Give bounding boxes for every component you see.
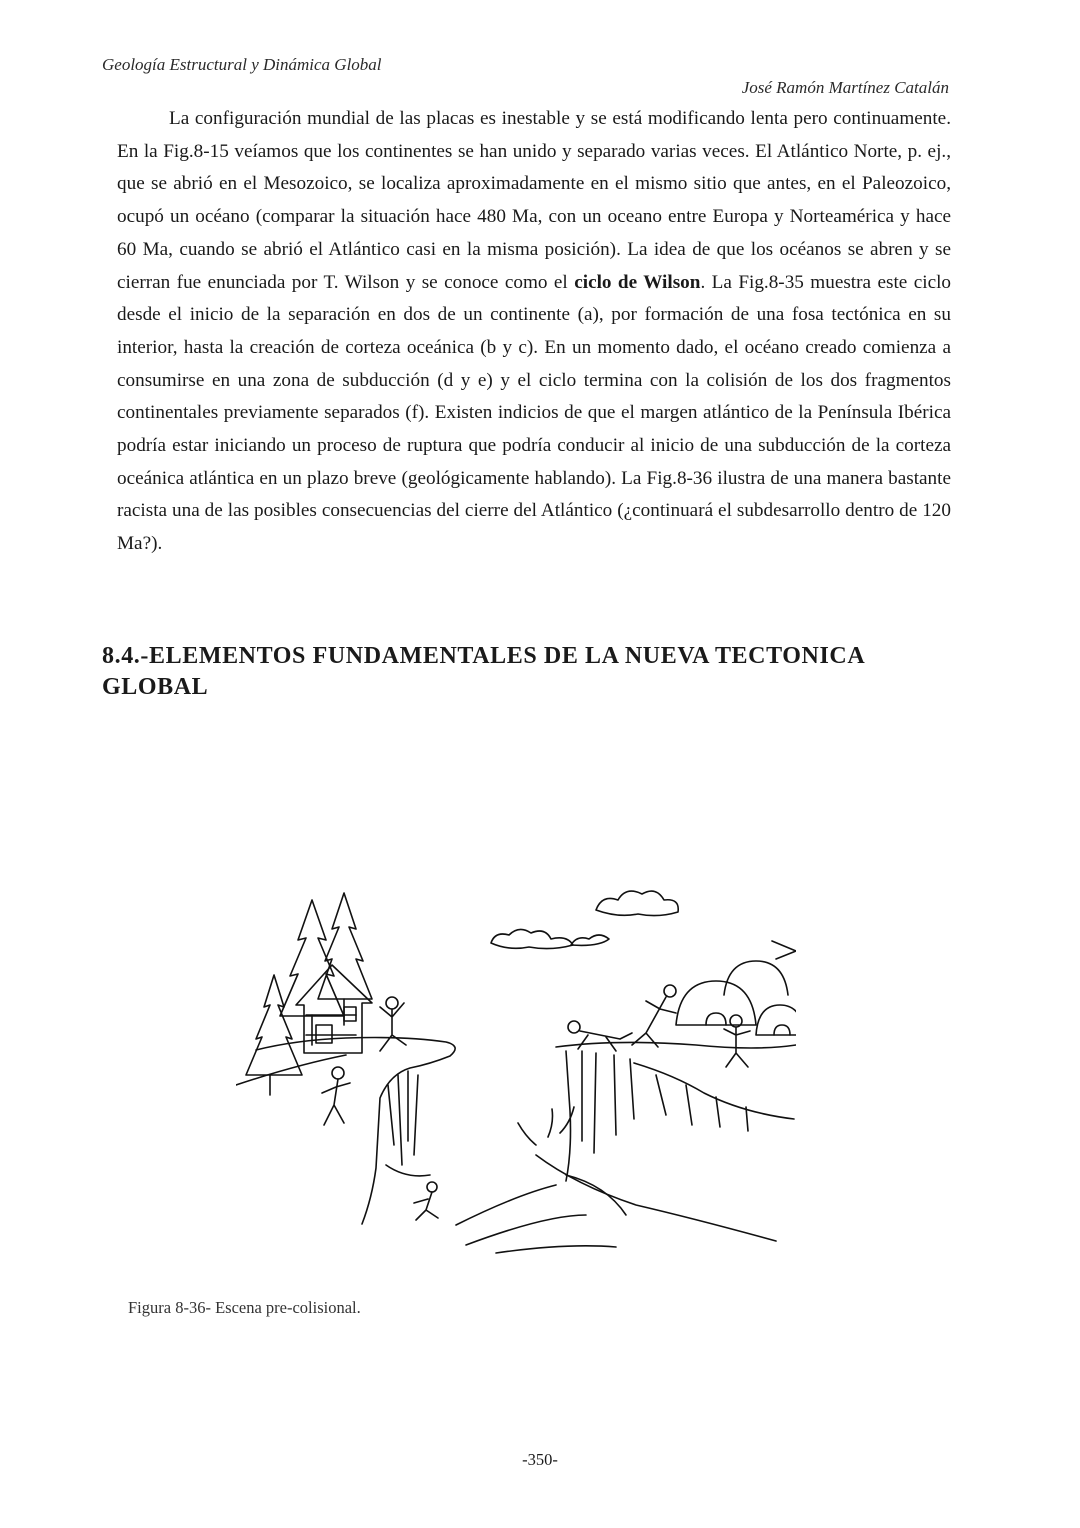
ocean-gap-drawing (456, 1107, 616, 1253)
cloud-drawing (491, 891, 678, 949)
running-header-author: José Ramón Martínez Catalán (741, 78, 949, 97)
cabin-drawing (296, 965, 372, 1053)
body-text-part2: . La Fig.8-35 muestra este ciclo desde el inicio de la separación en dos de un continente (a), por formación de una fosa tectónica en su interior, hasta la creación de corteza oceánica (b y c). En un momento dado, el océano creado comienza a consumirse en una zona de subducción (d y e) y el ciclo termina con la colisión de los dos fragmentos continentales previamente separados (f). Existen indicios de que el margen atlántico de la Península Ibérica podría estar iniciando un proceso de ruptura que podría conducir al inicio de una subducción de la corteza oceánica atlántica en un plazo breve (geológicamente hablando). La Fig.8-36 ilustra de una manera bastante racista una de las posibles consecuencias del cierre del Atlántico (¿continuará el subdesarrollo dentro de 120 Ma?). (117, 271, 952, 555)
right-cliff-drawing (536, 1042, 796, 1241)
body-text-part1: La configuración mundial de las placas es inestable y se está modificando lenta pero continuamente. En la Fig.8-15 veíamos que los continentes se han unido y separado varias veces. El Atlántico Norte, p. ej., que se abrió en el Mesozoico, se localiza aproximadamente en el mismo sitio que antes, en el Paleozoico, ocupó un océano (comparar la situación hace 480 Ma, con un oceano entre Europa y Norteamérica y hace 60 Ma, cuando se abrió el Atlántico casi en la misma posición). La idea de que los océanos se abren y se cierran fue enunciada por T. Wilson y se conoce como el (117, 108, 951, 293)
figure-illustration (236, 875, 796, 1255)
page-number: -350- (522, 1450, 558, 1469)
running-header-book-title: Geología Estructural y Dinámica Global (102, 55, 382, 74)
figure-caption: Figura 8-36- Escena pre-colisional. (128, 1298, 361, 1317)
left-cliff-drawing (236, 1038, 455, 1225)
body-text-bold-term: ciclo de Wilson (574, 271, 701, 293)
hut-drawing (676, 941, 796, 1035)
section-heading: 8.4.-ELEMENTOS FUNDAMENTALES DE LA NUEVA TECTONICA GLOBAL (102, 643, 864, 700)
body-paragraph (117, 103, 951, 561)
pine-tree-drawing (246, 893, 372, 1095)
pre-collision-scene-drawing (236, 875, 796, 1255)
